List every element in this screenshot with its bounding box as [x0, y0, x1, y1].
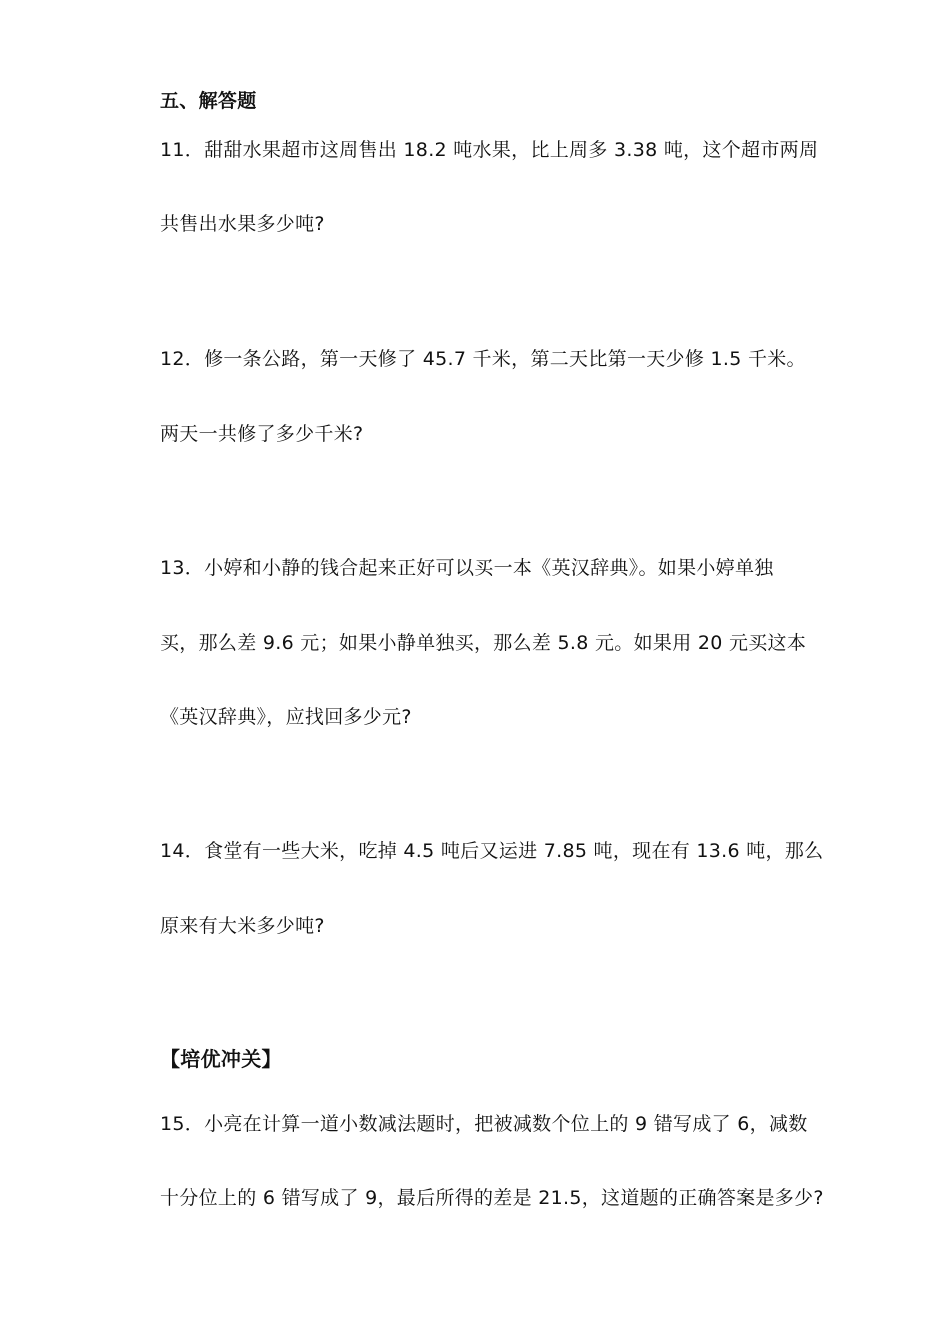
- question-line: 两天一共修了多少千米?: [160, 423, 364, 445]
- question-line: 共售出水果多少吨?: [160, 213, 325, 235]
- question-line: 买，那么差 9.6 元；如果小静单独买，那么差 5.8 元。如果用 20 元买这本: [160, 632, 807, 654]
- question-line: 《英汉辞典》，应找回多少元?: [160, 706, 412, 728]
- section-title: 五、解答题: [160, 90, 257, 112]
- question-line: 十分位上的 6 错写成了 9，最后所得的差是 21.5，这道题的正确答案是多少?: [160, 1187, 824, 1209]
- question-line: 原来有大米多少吨?: [160, 915, 325, 937]
- question-line: 12．修一条公路，第一天修了 45.7 千米，第二天比第一天少修 1.5 千米。: [160, 348, 806, 370]
- advanced-section-title: 【培优冲关】: [160, 1047, 282, 1071]
- question-line: 14．食堂有一些大米，吃掉 4.5 吨后又运进 7.85 吨，现在有 13.6 吨，那么: [160, 840, 824, 862]
- question-line: 13．小婷和小静的钱合起来正好可以买一本《英汉辞典》。如果小婷单独: [160, 557, 774, 579]
- question-line: 11．甜甜水果超市这周售出 18.2 吨水果，比上周多 3.38 吨，这个超市两周: [160, 139, 819, 161]
- question-line: 15．小亮在计算一道小数减法题时，把被减数个位上的 9 错写成了 6，减数: [160, 1113, 808, 1135]
